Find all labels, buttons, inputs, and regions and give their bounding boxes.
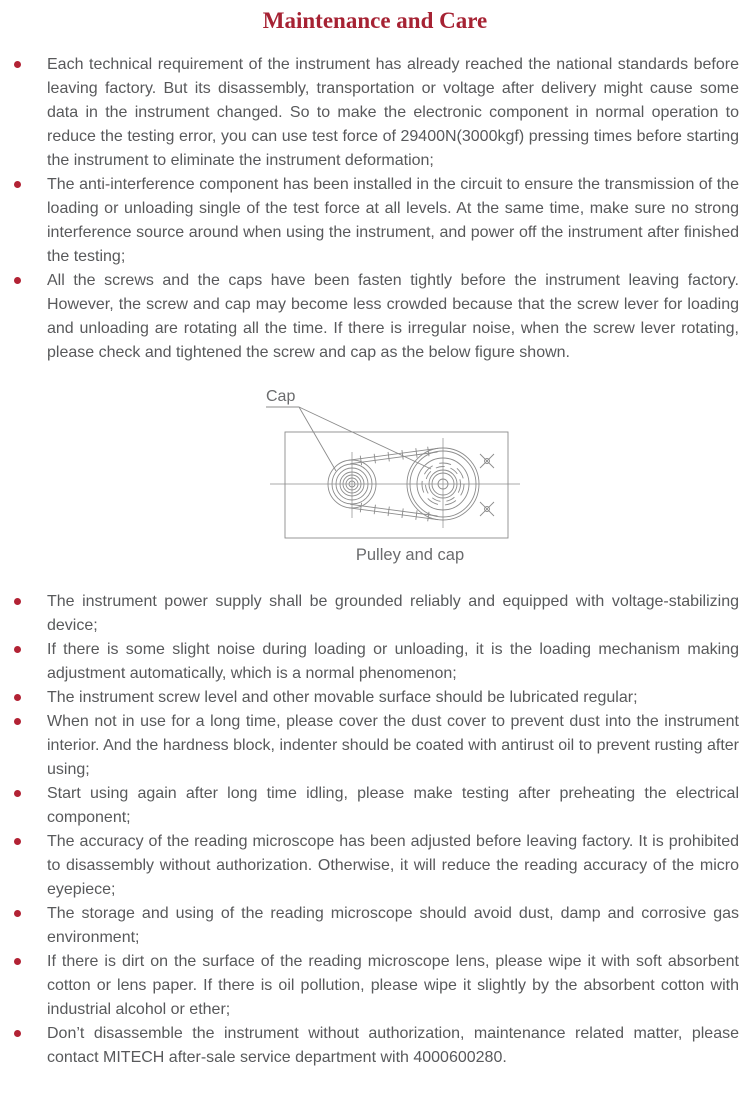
pulley-drawing — [260, 383, 530, 566]
centerlines — [270, 438, 520, 528]
bullet-icon — [14, 838, 21, 845]
bullet-text: All the screws and the caps have been fasten tightly before the instrument leaving factory. However, the screw and cap may become less crowded because that the screw lever for loading and unloading are rotating all the time. If there is irregular noise, when the screw lever rotating, please check and tightened the screw and cap as the below figure shown. — [47, 272, 739, 361]
bullet-text: The anti-interference component has been installed in the circuit to ensure the transmission of the loading or unloading single of the test force at all levels. At the same time, make sure no strong interference source around when using the instrument, and power off the instrument after finished the testing; — [47, 176, 739, 265]
bullet-icon — [14, 598, 21, 605]
list-item — [0, 638, 750, 686]
bullet-text: The accuracy of the reading microscope has been adjusted before leaving factory. It is prohibited to disassembly without authorization. Otherwise, it will reduce the reading accuracy of the micro eyepiece; — [47, 833, 739, 898]
bullet-icon — [14, 277, 21, 284]
pulley-figure — [260, 383, 530, 566]
list-item — [0, 173, 750, 269]
figure-caption: Pulley and cap — [355, 546, 465, 564]
cap-label: Cap — [266, 388, 296, 405]
list-item — [0, 830, 750, 902]
list-item — [0, 902, 750, 950]
screw-mark-top — [480, 454, 494, 468]
list-item — [0, 950, 750, 1022]
bullet-icon — [14, 1030, 21, 1037]
list-item — [0, 782, 750, 830]
bullet-list-top — [0, 53, 750, 365]
list-item — [0, 590, 750, 638]
bullet-text: The instrument power supply shall be grounded reliably and equipped with voltage-stabilizing device; — [47, 593, 739, 634]
bullet-icon — [14, 181, 21, 188]
bullet-text: If there is some slight noise during loading or unloading, it is the loading mechanism making adjustment automatically, which is a normal phenomenon; — [47, 641, 739, 682]
bullet-icon — [14, 61, 21, 68]
list-item — [0, 686, 750, 710]
bullet-text: If there is dirt on the surface of the reading microscope lens, please wipe it with soft absorbent cotton or lens paper. If there is oil pollution, please wipe it slightly by the absorbent cotton with industrial alcohol or ether; — [47, 953, 739, 1018]
list-item — [0, 269, 750, 365]
bullet-icon — [14, 958, 21, 965]
bullet-text: When not in use for a long time, please cover the dust cover to prevent dust into the instrument interior. And the hardness block, indenter should be coated with antirust oil to prevent rusting after using; — [47, 713, 739, 778]
bullet-text: The storage and using of the reading microscope should avoid dust, damp and corrosive gas environment; — [47, 905, 739, 946]
bullet-list-bottom — [0, 590, 750, 1070]
list-item — [0, 53, 750, 173]
bullet-text: Don’t disassemble the instrument without authorization, maintenance related matter, please contact MITECH after-sale service department with 4000600280. — [47, 1025, 739, 1066]
bullet-text: Start using again after long time idling, please make testing after preheating the electrical component; — [47, 785, 739, 826]
screw-mark-bottom — [480, 502, 494, 516]
list-item — [0, 1022, 750, 1070]
bullet-text: Each technical requirement of the instrument has already reached the national standards before leaving factory. But its disassembly, transportation or voltage after delivery might cause some data in the instrument changed. So to make the electronic component in normal operation to reduce the testing error, you can use test force of 29400N(3000kgf) pressing times before starting the instrument to eliminate the instrument deformation; — [47, 56, 739, 169]
list-item — [0, 710, 750, 782]
bullet-icon — [14, 646, 21, 653]
page-title: Maintenance and Care — [262, 8, 488, 33]
figure-frame — [285, 432, 508, 538]
bullet-icon — [14, 910, 21, 917]
cap-leader-lines — [266, 407, 431, 471]
bullet-icon — [14, 694, 21, 701]
bullet-icon — [14, 718, 21, 725]
bullet-icon — [14, 790, 21, 797]
bullet-text: The instrument screw level and other movable surface should be lubricated regular; — [47, 689, 638, 706]
